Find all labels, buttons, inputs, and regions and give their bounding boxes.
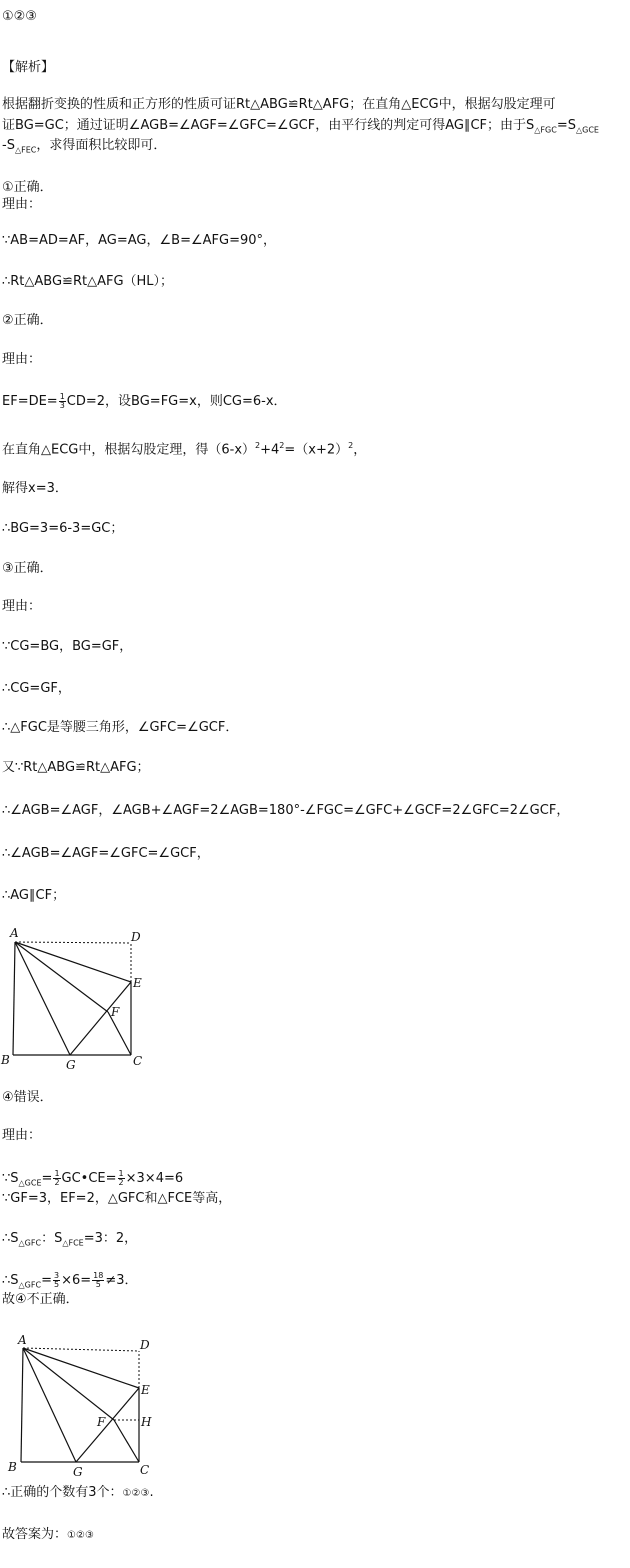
- label-b: B: [8, 1460, 17, 1474]
- s4-text: ≠3．: [105, 1273, 138, 1288]
- s4-text: =: [41, 1171, 53, 1186]
- s2-text: 在直角△ECG中，根据勾股定理，得（6-x）: [2, 442, 256, 458]
- label-f: F: [111, 1005, 120, 1019]
- fraction: [92, 1272, 104, 1289]
- fraction-den: 3: [59, 401, 65, 410]
- s3-reason: 理由：: [2, 599, 42, 614]
- seg-ae: [15, 942, 131, 982]
- intro-text: ，求得面积比较即可．: [36, 138, 167, 153]
- s4-line-5: 故④不正确．: [2, 1292, 79, 1307]
- s1-line-2: ∴Rt△ABG≌Rt△AFG（HL）；: [2, 274, 174, 289]
- seg-ad-dashed: [15, 942, 131, 943]
- s1-head: ①正确．: [2, 180, 53, 195]
- s2-sup: 2: [279, 441, 285, 450]
- seg-ag: [23, 1348, 76, 1462]
- s2-text: CD=2，设BG=FG=x，则CG=6-x．: [66, 394, 287, 409]
- seg-ab: [13, 942, 15, 1055]
- s4-sub: △GCE: [18, 1178, 42, 1188]
- conclusion-text: ∴正确的个数有3个：: [2, 1485, 123, 1500]
- conclusion-line-1: [2, 1484, 154, 1503]
- seg-ab: [21, 1348, 23, 1462]
- label-d: D: [131, 930, 141, 944]
- s4-sub: △GFC: [18, 1238, 42, 1248]
- label-h: H: [141, 1415, 152, 1429]
- conclusion-text: .: [149, 1485, 154, 1500]
- fraction-num: 1: [118, 1169, 124, 1178]
- conclusion-line-2: [2, 1526, 94, 1545]
- seg-ge: [70, 982, 131, 1055]
- fraction: [59, 393, 66, 410]
- answer-top: ①②③: [2, 9, 37, 24]
- s4-text: ∴S: [2, 1231, 19, 1246]
- s2-sup: 2: [255, 441, 261, 450]
- seg-ag: [15, 942, 70, 1055]
- s3-line-3: ∴△FGC是等腰三角形，∠GFC=∠GCF．: [2, 720, 239, 735]
- s4-sub: △FCE: [62, 1238, 84, 1248]
- figure-1: [0, 922, 160, 1074]
- s2-text: =（x+2）: [284, 442, 349, 458]
- seg-ge: [76, 1388, 139, 1462]
- s1-reason: 理由：: [2, 197, 42, 212]
- intro-text: -S: [2, 138, 15, 153]
- conclusion-answer: ①②③: [122, 1488, 150, 1499]
- seg-af: [23, 1348, 114, 1420]
- intro-line-3: [2, 137, 166, 160]
- intro-sub: △FEC: [14, 145, 37, 155]
- s4-line-2: ∵GF=3，EF=2，△GFC和△FCE等高，: [2, 1191, 232, 1206]
- s3-line-5: ∴∠AGB=∠AGF，∠AGB+∠AGF=2∠AGB=180°-∠FGC=∠GFC+∠GCF=2∠GFC=2∠GCF，: [2, 803, 570, 818]
- s4-text: =3：2，: [83, 1231, 138, 1246]
- s2-head: ②正确．: [2, 313, 53, 328]
- s4-text: GC•CE=: [61, 1171, 117, 1186]
- s4-line-3: [2, 1230, 137, 1253]
- label-c: C: [133, 1054, 143, 1068]
- fraction: [53, 1272, 60, 1289]
- fraction-num: 1: [54, 1169, 60, 1178]
- s3-line-2: ∴CG=GF，: [2, 681, 71, 696]
- seg-ae: [23, 1348, 139, 1388]
- label-a: A: [10, 926, 19, 940]
- fraction: [53, 1170, 60, 1187]
- fraction-den: 2: [118, 1178, 124, 1187]
- fraction-num: 1: [59, 392, 65, 401]
- s2-text: EF=DE=: [2, 394, 58, 409]
- s4-text: ×6=: [61, 1273, 92, 1288]
- label-f: F: [97, 1415, 106, 1429]
- fraction-den: 5: [53, 1280, 60, 1289]
- s3-line-4: 又∵Rt△ABG≌Rt△AFG；: [2, 760, 150, 775]
- label-e: E: [133, 976, 142, 990]
- fraction: [118, 1170, 125, 1187]
- fraction-den: 5: [95, 1280, 101, 1289]
- s4-text: ∴S: [2, 1273, 19, 1288]
- s2-line-3: 解得x=3．: [2, 481, 68, 496]
- s2-line-2: [2, 437, 366, 459]
- fraction-num: 3: [53, 1271, 60, 1280]
- intro-sub: △GCE: [575, 125, 599, 135]
- s2-reason: 理由：: [2, 352, 42, 367]
- analysis-title: 【解析】: [2, 60, 55, 75]
- seg-ad-dashed: [23, 1348, 139, 1351]
- intro-line-1: 根据翻折变换的性质和正方形的性质可证Rt△ABG≌Rt△AFG；在直角△ECG中，根据勾股定理可: [2, 97, 556, 112]
- label-b: B: [1, 1053, 10, 1067]
- seg-fc: [114, 1420, 139, 1462]
- s2-text: ，: [353, 442, 367, 458]
- s4-text: ×3×4=6: [125, 1171, 184, 1186]
- figure-2: [0, 1330, 165, 1482]
- s4-text: ：S: [41, 1231, 63, 1246]
- s3-line-1: ∵CG=BG，BG=GF，: [2, 639, 133, 654]
- s2-sup: 2: [348, 441, 354, 450]
- intro-sub: △FGC: [534, 125, 557, 135]
- s3-head: ③正确．: [2, 561, 53, 576]
- s1-line-1: ∵AB=AD=AF，AG=AG，∠B=∠AFG=90°，: [2, 233, 277, 248]
- s2-text: +4: [260, 442, 280, 458]
- conclusion-answer: ①②③: [67, 1530, 94, 1541]
- s4-text: =: [41, 1273, 52, 1288]
- s3-line-7: ∴AG∥CF；: [2, 888, 66, 903]
- label-d: D: [140, 1338, 150, 1352]
- s4-reason: 理由：: [2, 1128, 42, 1143]
- fraction-den: 2: [54, 1178, 60, 1187]
- s2-line-1: [2, 393, 287, 411]
- label-g: G: [66, 1058, 76, 1072]
- label-c: C: [140, 1463, 150, 1477]
- s2-line-4: ∴BG=3=6-3=GC；: [2, 521, 124, 536]
- seg-af: [15, 942, 108, 1012]
- s4-sub: △GFC: [18, 1280, 42, 1290]
- label-g: G: [73, 1465, 83, 1479]
- intro-text: =S: [556, 118, 576, 133]
- intro-text: 证BG=GC；通过证明∠AGB=∠AGF=∠GFC=∠GCF，由平行线的判定可得AG∥CF；由于S: [2, 118, 535, 133]
- label-e: E: [141, 1383, 150, 1397]
- fraction-num: 18: [93, 1271, 104, 1280]
- s4-head: ④错误．: [2, 1090, 53, 1105]
- label-a: A: [18, 1333, 27, 1347]
- s4-text: ∵S: [2, 1171, 19, 1186]
- s3-line-6: ∴∠AGB=∠AGF=∠GFC=∠GCF，: [2, 846, 210, 861]
- conclusion-text: 故答案为：: [2, 1527, 68, 1542]
